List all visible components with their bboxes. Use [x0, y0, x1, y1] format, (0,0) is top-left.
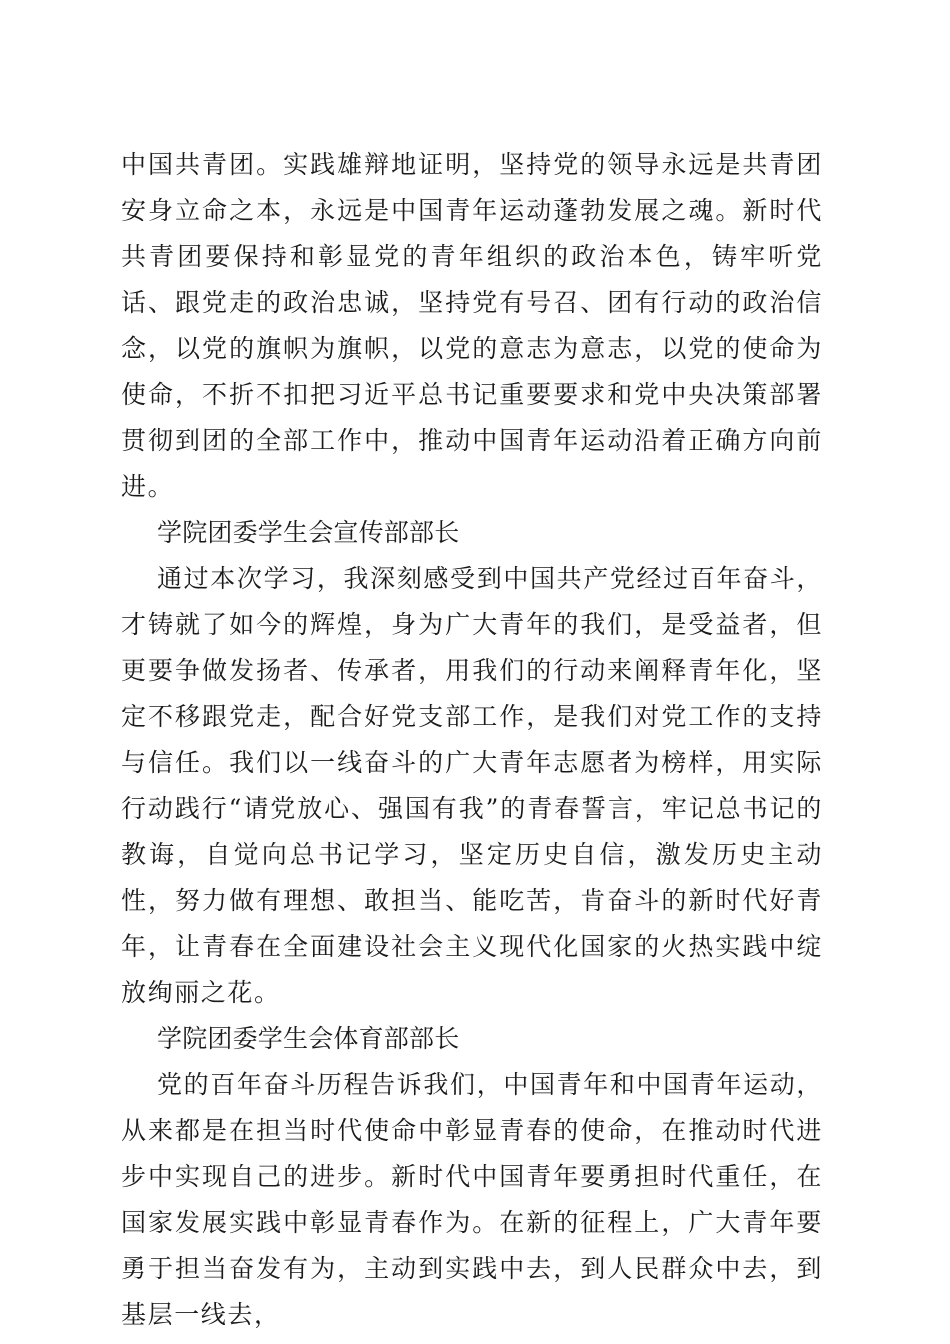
- section-heading-publicity-dept: 学院团委学生会宣传部部长: [157, 518, 460, 547]
- paragraph-publicity-reflection: 通过本次学习，我深刻感受到中国共产党经过百年奋斗，才铸就了如今的辉煌，身为广大青年的我们，是受益者，但更要争做发扬者、传承者，用我们的行动来阐释青年化，坚定不移跟党走，配合好党支部工作，是我们对党工作的支持与信任。我们以一线奋斗的广大青年志愿者为榜样，用实际行动践行“请党放心、强国有我”的青春誓言，牢记总书记的教诲，自觉向总书记学习，坚定历史自信，激发历史主动性，努力做有理想、敢担当、能吃苦，肯奋斗的新时代好青年，让青春在全面建设社会主义现代化国家的火热实践中绽放绚丽之花。: [121, 564, 823, 1007]
- document-body: [121, 142, 823, 1338]
- paragraph-sports-reflection: 党的百年奋斗历程告诉我们，中国青年和中国青年运动，从来都是在担当时代使命中彰显青春的使命，在推动时代进步中实现自己的进步。新时代中国青年要勇担时代重任，在国家发展实践中彰显青春作为。在新的征程上，广大青年要勇于担当奋发有为，主动到实践中去，到人民群众中去，到基层一线去，: [121, 1070, 823, 1329]
- section-heading-sports-dept: 学院团委学生会体育部部长: [157, 1024, 460, 1053]
- paragraph-party-leadership: 中国共青团。实践雄辩地证明，坚持党的领导永远是共青团安身立命之本，永远是中国青年运动蓬勃发展之魂。新时代共青团要保持和彰显党的青年组织的政治本色，铸牢听党话、跟党走的政治忠诚，坚持党有号召、团有行动的政治信念，以党的旗帜为旗帜，以党的意志为意志，以党的使命为使命，不折不扣把习近平总书记重要要求和党中央决策部署贯彻到团的全部工作中，推动中国青年运动沿着正确方向前进。: [121, 150, 823, 501]
